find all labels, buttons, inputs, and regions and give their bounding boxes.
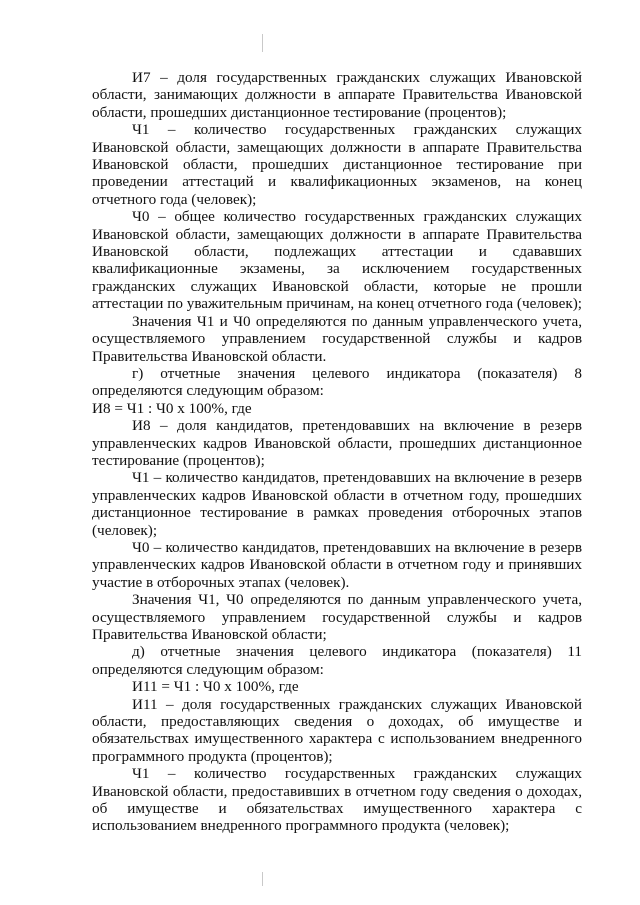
paragraph-i8-definition: И8 – доля кандидатов, претендовавших на включение в резерв управленческих кадров Ивановской области, прошедших дистанционное тестирование (процентов); xyxy=(92,417,582,469)
formula-i11: И11 = Ч1 : Ч0 х 100%, где xyxy=(132,678,299,696)
paragraph-i7-definition: И7 – доля государственных гражданских служащих Ивановской области, занимающих должности в аппарате Правительства Ивановской области, прошедших дистанционное тестирование (процентов); xyxy=(92,69,582,121)
paragraph-i11-definition: И11 – доля государственных гражданских служащих Ивановской области, предоставляющих сведения о доходах, об имуществе и обязательствах имущественного характера с использованием внедренного программного продукта (процентов); xyxy=(92,695,582,765)
scan-artifact-top xyxy=(262,34,263,52)
paragraph-ch1-candidates: Ч1 – количество кандидатов, претендовавших на включение в резерв управленческих кадров Ивановской области в отчетном году, прошедших дистанционное тестирование в рамках проведения отборочных этапов (человек); xyxy=(92,469,582,539)
paragraph-values-source-2: Значения Ч1, Ч0 определяются по данным управленческого учета, осуществляемого управлением государственной службы и кадров Правительства Ивановской области; xyxy=(92,591,582,643)
paragraph-ch0-definition: Ч0 – общее количество государственных гражданских служащих Ивановской области, замещающих должности в аппарате Правительства Ивановской области, подлежащих аттестации и сдававших квалификационные экзамены, за исключением государственных гражданских служащих Ивановской области, которые не прошли аттестации по уважительным причинам, на конец отчетного года (человек); xyxy=(92,208,583,313)
paragraph-item-g: г) отчетные значения целевого индикатора (показателя) 8 определяются следующим образом: xyxy=(92,364,582,400)
formula-i8: И8 = Ч1 : Ч0 х 100%, где xyxy=(92,399,252,417)
paragraph-values-source: Значения Ч1 и Ч0 определяются по данным управленческого учета, осуществляемого управлением государственной службы и кадров Правительства Ивановской области. xyxy=(92,312,582,365)
document-body xyxy=(92,69,582,835)
paragraph-ch0-candidates: Ч0 – количество кандидатов, претендовавших на включение в резерв управленческих кадров Ивановской области в отчетном году и принявших участие в отборочных этапах (человек). xyxy=(92,538,582,591)
paragraph-ch1-declarations: Ч1 – количество государственных гражданских служащих Ивановской области, предоставивших в отчетном году сведения о доходах, об имуществе и обязательствах имущественного характера с использованием внедренного программного продукта (человек); xyxy=(92,765,582,835)
paragraph-ch1-definition: Ч1 – количество государственных гражданских служащих Ивановской области, замещающих должности в аппарате Правительства Ивановской области, прошедших дистанционное тестирование при проведении аттестаций и квалификационных экзаменов, на конец отчетного года (человек); xyxy=(92,121,582,208)
paragraph-item-d: д) отчетные значения целевого индикатора (показателя) 11 определяются следующим образом: xyxy=(92,643,582,678)
scan-artifact-bottom xyxy=(262,872,263,886)
